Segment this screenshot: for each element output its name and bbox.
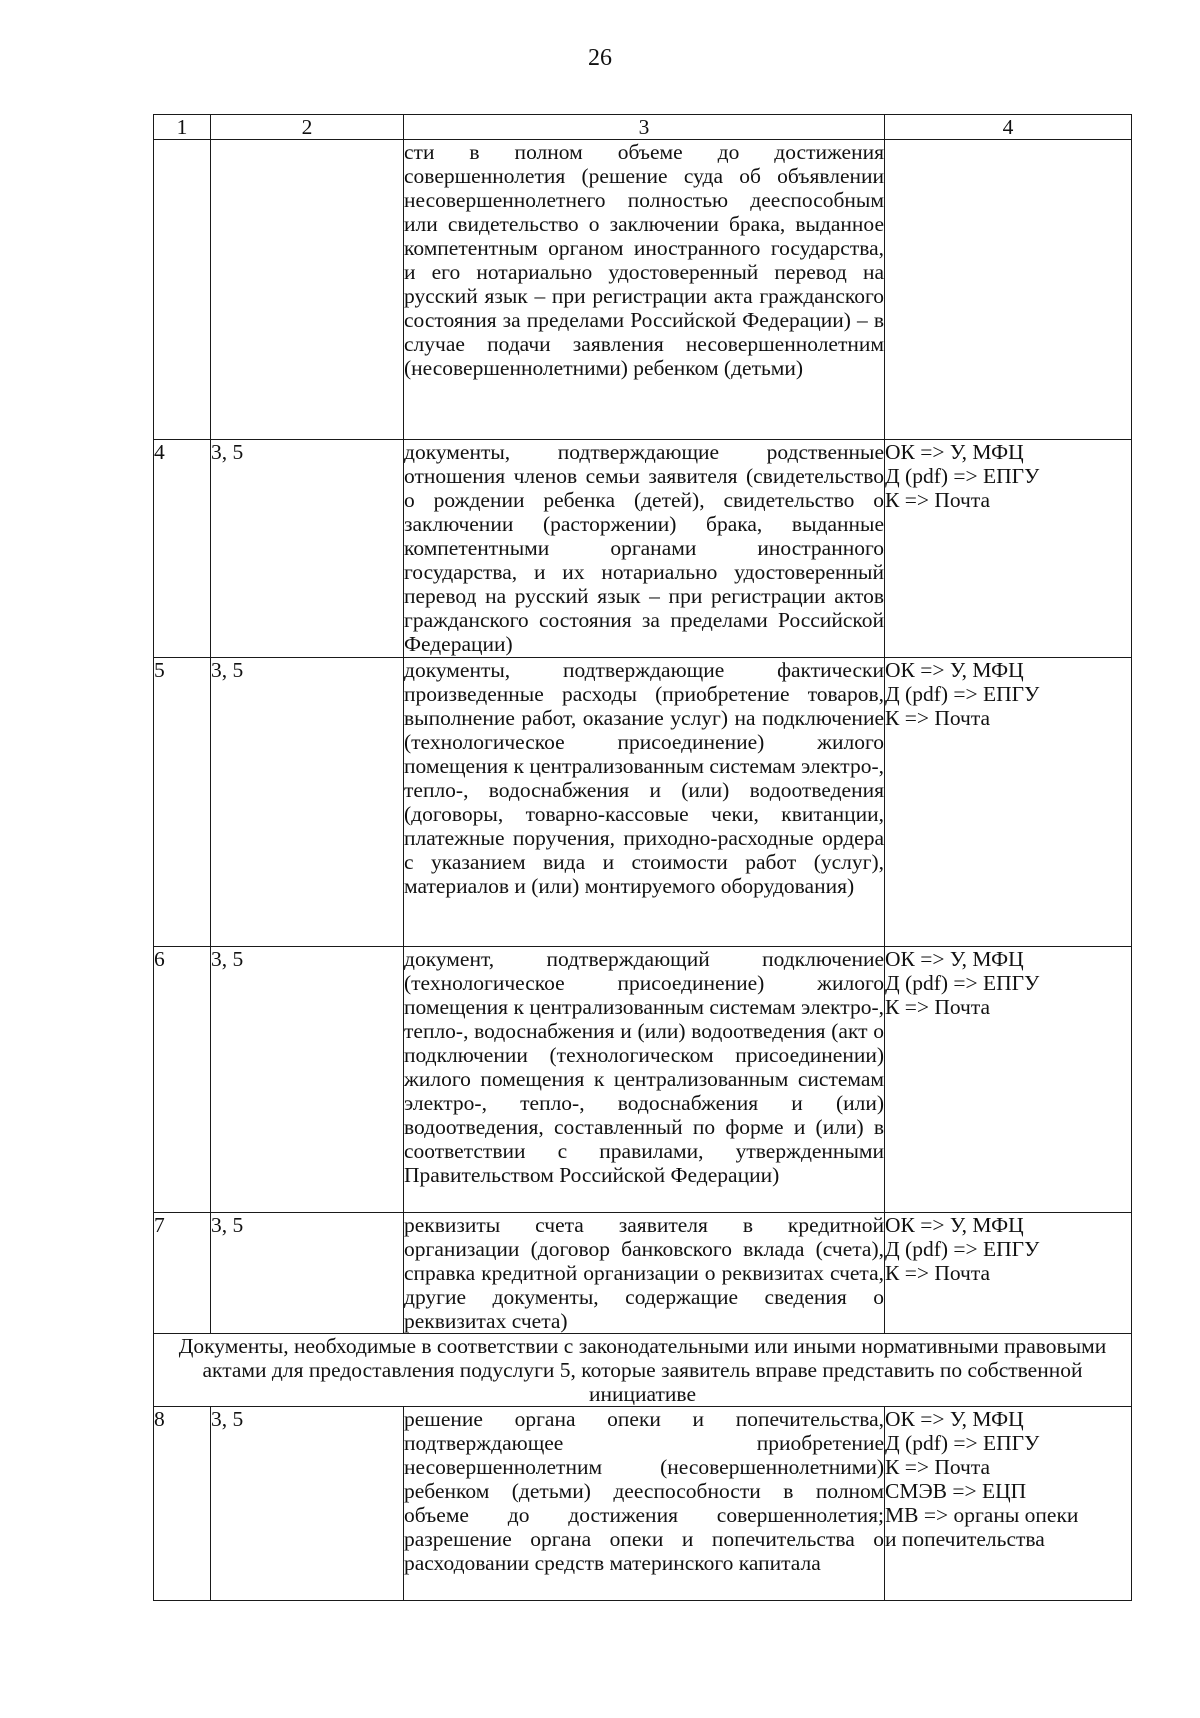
row-subservice bbox=[211, 140, 404, 440]
row-number: 7 bbox=[154, 1213, 211, 1334]
row-document-text: документы, подтверждающие фактически произведенные расходы (приобретение товаров, выполнение работ, оказание услуг) на подключение (технологическое присоединение) жилого помещения к централизованным системам электро-, тепло-, водоснабжения и (или) водоотведения (договоры, товарно-кассовые чеки, квитанции, платежные поручения, приходно-расходные ордера с указанием вида и стоимости работ (услуг), материалов и (или) монтируемого оборудования) bbox=[404, 658, 885, 947]
row-subservice: 3, 5 bbox=[211, 440, 404, 658]
row-document-text: реквизиты счета заявителя в кредитной организации (договор банковского вклада (счета), справка кредитной организации о реквизитах счета, другие документы, содержащие сведения о реквизитах счета) bbox=[404, 1213, 884, 1333]
way-line: МВ => органы опеки bbox=[885, 1503, 1079, 1527]
row-number: 6 bbox=[154, 947, 211, 1213]
way-line: Д (pdf) => ЕПГУ bbox=[885, 971, 1040, 995]
section-heading-row bbox=[154, 1334, 1132, 1407]
row-subservice: 3, 5 bbox=[211, 658, 404, 947]
way-line: К => Почта bbox=[885, 995, 991, 1019]
row-subservice: 3, 5 bbox=[211, 947, 404, 1213]
row-document-text: сти в полном объеме до достижения совершеннолетия (решение суда об объявлении несовершеннолетнего полностью дееспособным или свидетельство о заключении брака, выданное компетентным органом иностранного государства, и его нотариально удостоверенный перевод на русский язык – при регистрации акта гражданского состояния за пределами Российской Федерации) – в случае подачи заявления несовершеннолетним (несовершеннолетними) ребенком (детьми) bbox=[404, 140, 885, 440]
row-submission-ways bbox=[885, 658, 1132, 947]
way-line: К => Почта bbox=[885, 488, 991, 512]
table-row bbox=[154, 140, 1132, 440]
row-document-text: документы, подтверждающие родственные отношения членов семьи заявителя (свидетельство о рождении ребенка (детей), свидетельство о заключении (расторжении) брака, выданные компетентными органами иностранного государства, и их нотариально удостоверенный перевод на русский язык – при регистрации актов гражданского состояния за пределами Российской Федерации) bbox=[404, 440, 884, 656]
header-cell-2: 2 bbox=[211, 115, 404, 140]
row-subservice: 3, 5 bbox=[211, 1407, 404, 1601]
header-cell-4: 4 bbox=[885, 115, 1132, 140]
table-row bbox=[154, 1407, 1132, 1601]
row-number: 4 bbox=[154, 440, 211, 658]
row-submission-ways bbox=[885, 1407, 1132, 1601]
row-number bbox=[154, 140, 211, 440]
row-number: 8 bbox=[154, 1407, 211, 1601]
row-subservice: 3, 5 bbox=[211, 1213, 404, 1334]
page-number: 26 bbox=[588, 45, 612, 71]
way-line: К => Почта bbox=[885, 706, 991, 730]
header-cell-1: 1 bbox=[154, 115, 211, 140]
way-line: ОК => У, МФЦ bbox=[885, 947, 1024, 971]
row-submission-ways bbox=[885, 1213, 1132, 1334]
way-line: Д (pdf) => ЕПГУ bbox=[885, 682, 1040, 706]
way-line: ОК => У, МФЦ bbox=[885, 1407, 1024, 1431]
table-row bbox=[154, 947, 1132, 1213]
way-line: ОК => У, МФЦ bbox=[885, 440, 1024, 464]
way-line: и попечительства bbox=[885, 1527, 1045, 1551]
section-heading: Документы, необходимые в соответствии с законодательными или иными нормативными правовыми актами для предоставления подуслуги 5, которые заявитель вправе представить по собственной инициативе bbox=[154, 1334, 1132, 1407]
row-document-text: решение органа опеки и попечительства, подтверждающее приобретение несовершеннолетним (несовершеннолетними) ребенком (детьми) дееспособности в полном объеме до достижения совершеннолетия; разрешение органа опеки и попечительства о расходовании средств материнского капитала bbox=[404, 1407, 885, 1601]
row-number: 5 bbox=[154, 658, 211, 947]
documents-table bbox=[153, 114, 1132, 1601]
way-line: К => Почта bbox=[885, 1261, 991, 1285]
way-line: ОК => У, МФЦ bbox=[885, 658, 1024, 682]
way-line: К => Почта bbox=[885, 1455, 991, 1479]
row-document-text: документ, подтверждающий подключение (технологическое присоединение) жилого помещения к централизованным системам электро-, тепло-, водоснабжения и (или) водоотведения (акт о подключении (технологическом присоединении) жилого помещения к централизованным системам электро-, тепло-, водоснабжения и (или) водоотведения, составленный по форме и (или) в соответствии с правилами, утвержденными Правительством Российской Федерации) bbox=[404, 947, 885, 1213]
way-line: ОК => У, МФЦ bbox=[885, 1213, 1024, 1237]
way-line: Д (pdf) => ЕПГУ bbox=[885, 1431, 1040, 1455]
row-submission-ways bbox=[885, 440, 1132, 658]
header-cell-3: 3 bbox=[404, 115, 885, 140]
table-row bbox=[154, 440, 1132, 658]
row-submission-ways bbox=[885, 947, 1132, 1213]
way-line: СМЭВ => ЕЦП bbox=[885, 1479, 1027, 1503]
row-submission-ways bbox=[885, 140, 1132, 440]
table-row bbox=[154, 658, 1132, 947]
way-line: Д (pdf) => ЕПГУ bbox=[885, 1237, 1040, 1261]
table-row bbox=[154, 1213, 1132, 1334]
way-line: Д (pdf) => ЕПГУ bbox=[885, 464, 1040, 488]
header-row bbox=[154, 115, 1132, 140]
